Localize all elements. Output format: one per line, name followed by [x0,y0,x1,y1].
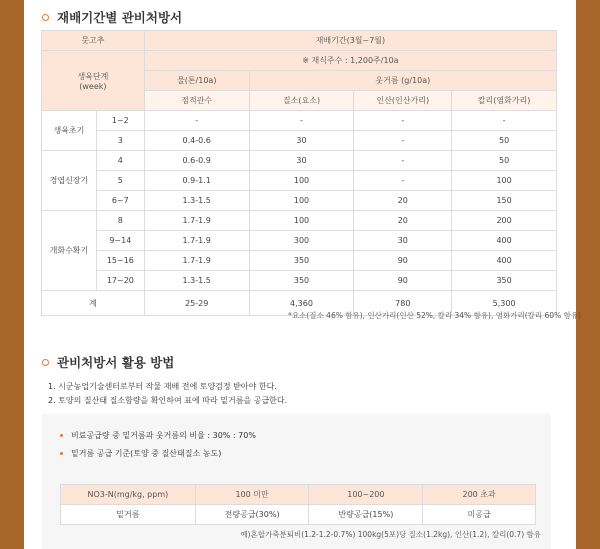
header-period: 재배기간(3월~7월) [144,31,556,51]
table-row: 9~14 1.7-1.9 300 30 400 [42,231,557,251]
usage-steps [48,380,287,408]
table-row: 개화수확기 8 1.7-1.9 100 20 200 [42,211,557,231]
basal-fertilizer-table: NO3-N(mg/kg, ppm) 100 미만 100~200 200 초과 밑거름 전량공급(30%) 반량공급(15%) 미공급 [60,484,536,525]
table-total-row: 계 25-29 4,360 780 5,300 [42,291,557,316]
section-title-prescription: 재배기간별 관비처방서 [42,8,182,26]
section-title-usage: 관비처방서 활용 방법 [42,353,174,371]
header-phosphate: 인산(인산가리) [354,91,452,111]
circle-bullet-icon [42,14,49,21]
guideline-basal: 밑거름 공급 기준(토양 중 질산태질소 농도) [60,448,221,459]
fertilizer-footnote: *요소(질소 46% 함유), 인산가리(인산 52%, 칼리 34% 함유), 염화가리(칼리 60% 함유) [288,311,581,320]
header-crop: 뭇고추 [42,31,145,51]
compost-example-note: 예)혼합가축분퇴비(1.2-1.2-0.7%) 100kg(5포)당 질소(1.2kg), 인산(1.2), 칼리(0.7) 함유 [240,530,541,539]
dot-bullet-icon [60,434,63,437]
table-row: 5 0.9-1.1 100 - 100 [42,171,557,191]
dot-bullet-icon [60,452,63,455]
guideline-ratio: 비료공급량 중 밑거름과 웃거름의 비율 : 30% : 70% [60,430,256,441]
guideline-box [42,414,551,549]
header-drip: 점적관수 [144,91,249,111]
usage-step: 1. 시군농업기술센터로부터 작물 재배 전에 토양검정 받아야 한다. [48,382,277,391]
circle-bullet-icon [42,359,49,366]
table-row: 17~20 1.3-1.5 350 90 350 [42,271,557,291]
prescription-table [41,30,557,316]
header-nitrogen: 질소(요소) [249,91,354,111]
table-row: 6~7 1.3-1.5 100 20 150 [42,191,557,211]
table-row: 생육초기 1~2 - - - - [42,111,557,131]
table-row: 밑거름 전량공급(30%) 반량공급(15%) 미공급 [61,505,536,525]
table-row: 3 0.4-0.6 30 - 50 [42,131,557,151]
header-density: ※ 재식주수 : 1,200주/10a [144,51,556,71]
header-stage: 생육단계 (week) [42,51,145,111]
table-row: 경엽신장기 4 0.6-0.9 30 - 50 [42,151,557,171]
header-water: 물(톤/10a) [144,71,249,91]
header-fertilizer: 웃거름 (g/10a) [249,71,556,91]
table-row: 15~16 1.7-1.9 350 90 400 [42,251,557,271]
usage-step: 2. 토양의 질산태 질소함량을 확인하여 표에 따라 밑거름을 공급한다. [48,396,288,405]
header-potash: 칼리(염화가리) [452,91,557,111]
